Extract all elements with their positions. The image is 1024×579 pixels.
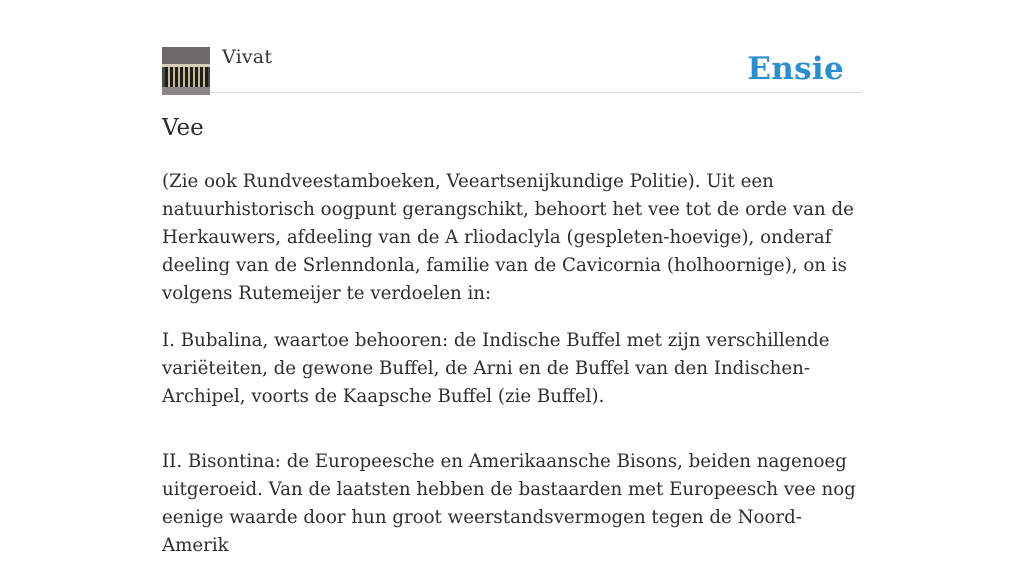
- article-body: [162, 168, 862, 579]
- site-logo[interactable]: Ensie: [747, 51, 844, 87]
- book-spines-icon: [162, 47, 210, 95]
- author-avatar[interactable]: [162, 47, 210, 95]
- article-paragraph: I. Bubalina, waartoe behooren: de Indische Buffel met zijn verschillende variëteiten, de gewone Buffel, de Arni en de Buffel van den Indischen-Archipel, voorts de Kaapsche Buffel (zie Buffel).: [162, 330, 830, 407]
- article-paragraph: (Zie ook Rundveestamboeken, Veeartsenijkundige Politie). Uit een natuurhistorisch oogpunt gerangschikt, behoort het vee tot de orde van de Herkauwers, afdeeling van de A rliodaclyla (gespleten-hoevige), onderaf deeling van de Srlenndonla, familie van de Cavicornia (holhoornige), on is volgens Rutemeijer te verdoelen in:: [162, 171, 854, 304]
- author-name[interactable]: Vivat: [222, 46, 273, 68]
- page-container: [162, 0, 862, 556]
- article-title: Vee: [162, 115, 204, 141]
- article-paragraph: II. Bisontina: de Europeesche en Amerikaansche Bisons, beiden nagenoeg uitgeroeid. Van de laatsten hebben de bastaarden met Europeesch vee nog eenige waarde door hun groot weerstandsvermogen tegen de Noord-Amerik: [162, 451, 856, 556]
- page-header: [162, 0, 862, 93]
